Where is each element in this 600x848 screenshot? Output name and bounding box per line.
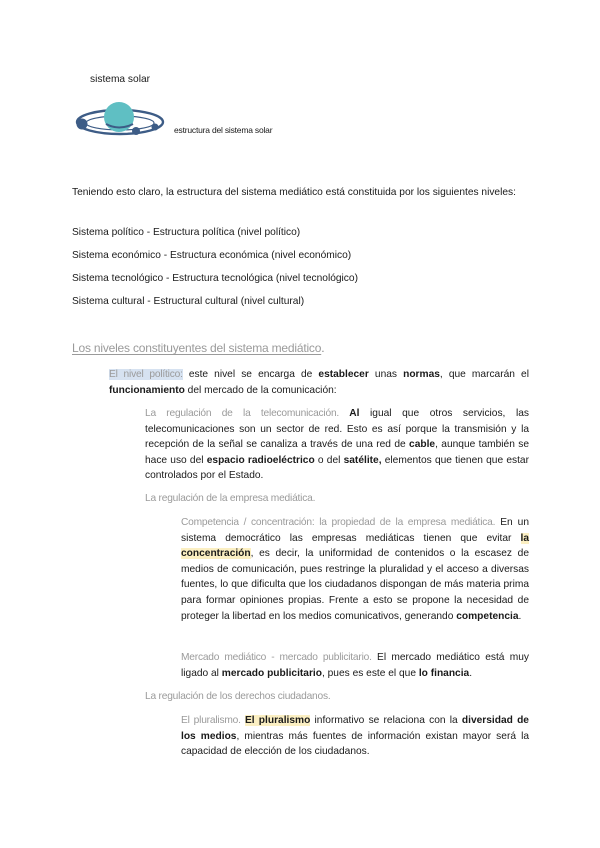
nivel-politico-heading: El nivel político: (109, 369, 183, 380)
level-item: Sistema económico - Estructura económica (nivel económico) (72, 250, 352, 261)
pluralismo-heading: El pluralismo. (181, 715, 241, 726)
empresa-heading: La regulación de la empresa mediática. (145, 493, 316, 504)
intro-paragraph: Teniendo esto claro, la estructura del sistema mediático está constituida por los siguientes niveles: (72, 187, 516, 198)
section-title: Los niveles constituyentes del sistema mediático. (72, 341, 325, 355)
mercado-heading: Mercado mediático - mercado publicitario. (181, 652, 372, 663)
diagram-label-side: estructura del sistema solar (174, 125, 273, 135)
pluralismo-highlight: El pluralismo (244, 715, 311, 726)
competencia-paragraph: Competencia / concentración: la propiedad de la empresa mediática. En un sistema democrático las empresas mediáticas tienen que evitar la concentración, es decir, la uniformidad de contenidos o la escasez de medios de comunicación, pues restringe la pluralidad y el acceso a diversas fuentes, lo que dificulta que los ciudadanos dispongan de más materia prima para formar opiniones propias. Frente a esto se propone la necesidad de proteger la libertad en los medios comunicativos, generando competencia. (181, 517, 529, 622)
level-item: Sistema cultural - Estructural cultural (nivel cultural) (72, 296, 305, 307)
nivel-politico-paragraph: El nivel político: este nivel se encarga de establecer unas normas, que marcarán el funcionamiento del mercado de la comunicación: (109, 369, 529, 396)
competencia-heading: Competencia / concentración: la propiedad de la empresa mediática. (181, 517, 496, 528)
derechos-heading: La regulación de los derechos ciudadanos. (145, 691, 331, 702)
level-item: Sistema político - Estructura política (nivel político) (72, 227, 301, 238)
diagram-label-top: sistema solar (90, 74, 151, 85)
mercado-paragraph: Mercado mediático - mercado publicitario. El mercado mediático está muy ligado al mercado publicitario, pues es este el que lo financia. (181, 652, 529, 679)
pluralismo-paragraph: El pluralismo. El pluralismo informativo se relaciona con la diversidad de los medios, mientras más fuentes de información existan mayor será la capacidad de elección de los ciudadanos. (181, 715, 529, 758)
concentracion-highlight: la concentración (181, 532, 529, 560)
telecom-paragraph: La regulación de la telecomunicación. Al igual que otros servicios, las telecomunicaciones son un sector de red. Esto es así porque la transmisión y la recepción de la señal se canaliza a través de una red de cable, aunque también se hace uso del espacio radioeléctrico o del satélite, elementos que tienen que estar controlados por el Estado. (145, 408, 529, 482)
solar-system-icon (72, 98, 177, 144)
telecom-heading: La regulación de la telecomunicación. (145, 408, 340, 419)
level-item: Sistema tecnológico - Estructura tecnológica (nivel tecnológico) (72, 273, 358, 284)
